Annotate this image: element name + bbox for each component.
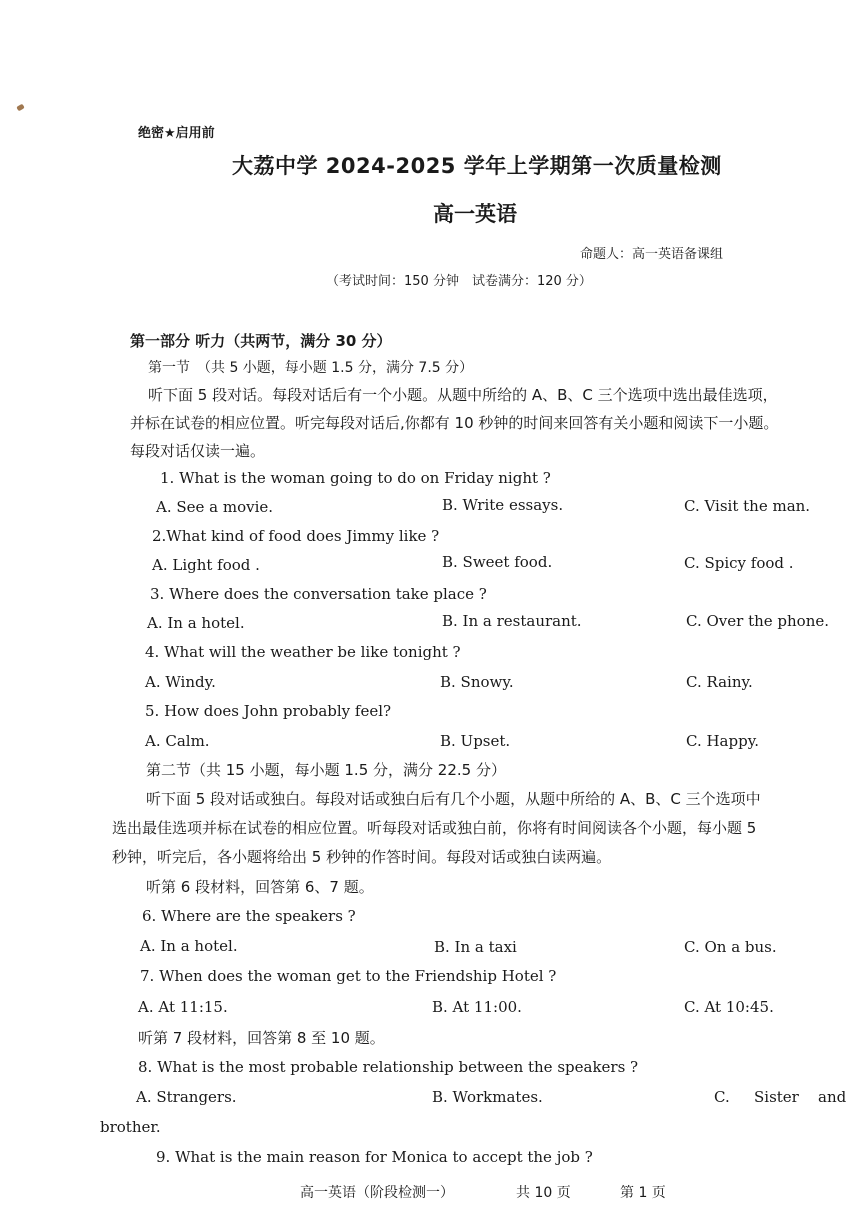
- question-1: 1. What is the woman going to do on Friday night ?: [160, 469, 551, 487]
- q5-option-c: C. Happy.: [686, 732, 759, 750]
- section2-instruction-line: 选出最佳选项并标在试卷的相应位置。听每段对话或独白前，你将有时间阅读各个小题，每小题 5: [112, 819, 757, 837]
- question-8: 8. What is the most probable relationship between the speakers ?: [138, 1058, 639, 1076]
- q4-option-c: C. Rainy.: [686, 673, 753, 691]
- q2-option-c: C. Spicy food .: [684, 554, 794, 572]
- exam-info: （考试时间：150 分钟 试卷满分：120 分）: [326, 274, 592, 289]
- group6-heading: 听第 6 段材料，回答第 6、7 题。: [146, 878, 374, 896]
- author-line: 命题人：高一英语备课组: [580, 247, 724, 262]
- q6-option-a: A. In a hotel.: [140, 937, 238, 955]
- group7-heading: 听第 7 段材料，回答第 8 至 10 题。: [138, 1029, 385, 1047]
- q8-option-c-continued: brother.: [100, 1118, 161, 1136]
- q3-option-b: B. In a restaurant.: [442, 612, 582, 630]
- section1-instruction-line: 并标在试卷的相应位置。听完每段对话后,你都有 10 秒钟的时间来回答有关小题和阅读下一小题。: [130, 414, 779, 432]
- q1-option-c: C. Visit the man.: [684, 497, 811, 515]
- subject-title: 高一英语: [433, 202, 517, 226]
- section1-instruction-line: 每段对话仅读一遍。: [130, 442, 266, 460]
- question-4: 4. What will the weather be like tonight ?: [145, 643, 461, 661]
- question-9: 9. What is the main reason for Monica to accept the job ?: [156, 1148, 593, 1166]
- question-5: 5. How does John probably feel?: [145, 702, 392, 720]
- q7-option-b: B. At 11:00.: [432, 998, 522, 1016]
- q7-option-c: C. At 10:45.: [684, 998, 774, 1016]
- part1-title: 第一部分 听力（共两节，满分 30 分）: [130, 332, 392, 350]
- section1-instruction-line: 听下面 5 段对话。每段对话后有一个小题。从题中所给的 A、B、C 三个选项中选出最佳选项，: [148, 386, 778, 404]
- section1-title: 第一节 （共 5 小题，每小题 1.5 分，满分 7.5 分）: [148, 360, 474, 376]
- section2-instruction-line: 秒钟，听完后，各小题将给出 5 秒钟的作答时间。每段对话或独白读两遍。: [112, 848, 612, 866]
- q2-option-a: A. Light food .: [152, 556, 260, 574]
- footer-subject: 高一英语（阶段检测一）: [300, 1185, 454, 1201]
- confidential-label: 绝密★启用前: [138, 126, 215, 141]
- q6-option-c: C. On a bus.: [684, 938, 777, 956]
- q1-option-a: A. See a movie.: [156, 498, 274, 516]
- q2-option-b: B. Sweet food.: [442, 553, 553, 571]
- q1-option-b: B. Write essays.: [442, 496, 564, 514]
- exam-title: 大荔中学 2024-2025 学年上学期第一次质量检测: [232, 154, 722, 178]
- footer-page-number: 第 1 页: [620, 1185, 666, 1201]
- q5-option-b: B. Upset.: [440, 732, 511, 750]
- q6-option-b: B. In a taxi: [434, 938, 517, 956]
- question-6: 6. Where are the speakers ?: [142, 907, 356, 925]
- q4-option-b: B. Snowy.: [440, 673, 514, 691]
- question-2: 2.What kind of food does Jimmy like ?: [152, 527, 440, 545]
- q4-option-a: A. Windy.: [145, 673, 216, 691]
- q8-option-c-word: Sister: [754, 1088, 799, 1106]
- q3-option-a: A. In a hotel.: [147, 614, 245, 632]
- question-3: 3. Where does the conversation take place ?: [150, 585, 487, 603]
- q7-option-a: A. At 11:15.: [138, 998, 228, 1016]
- q3-option-c: C. Over the phone.: [686, 612, 829, 630]
- q8-option-a: A. Strangers.: [136, 1088, 237, 1106]
- section2-instruction-line: 听下面 5 段对话或独白。每段对话或独白后有几个小题，从题中所给的 A、B、C 三个选项中: [146, 790, 761, 808]
- q8-option-b: B. Workmates.: [432, 1088, 543, 1106]
- question-7: 7. When does the woman get to the Friendship Hotel ?: [140, 967, 557, 985]
- section2-title: 第二节（共 15 小题，每小题 1.5 分，满分 22.5 分）: [146, 761, 506, 779]
- scan-speck: [16, 104, 25, 112]
- q8-option-c-word: and: [818, 1088, 847, 1106]
- q5-option-a: A. Calm.: [145, 732, 210, 750]
- q8-option-c-label: C.: [714, 1088, 730, 1106]
- footer-total-pages: 共 10 页: [516, 1185, 571, 1201]
